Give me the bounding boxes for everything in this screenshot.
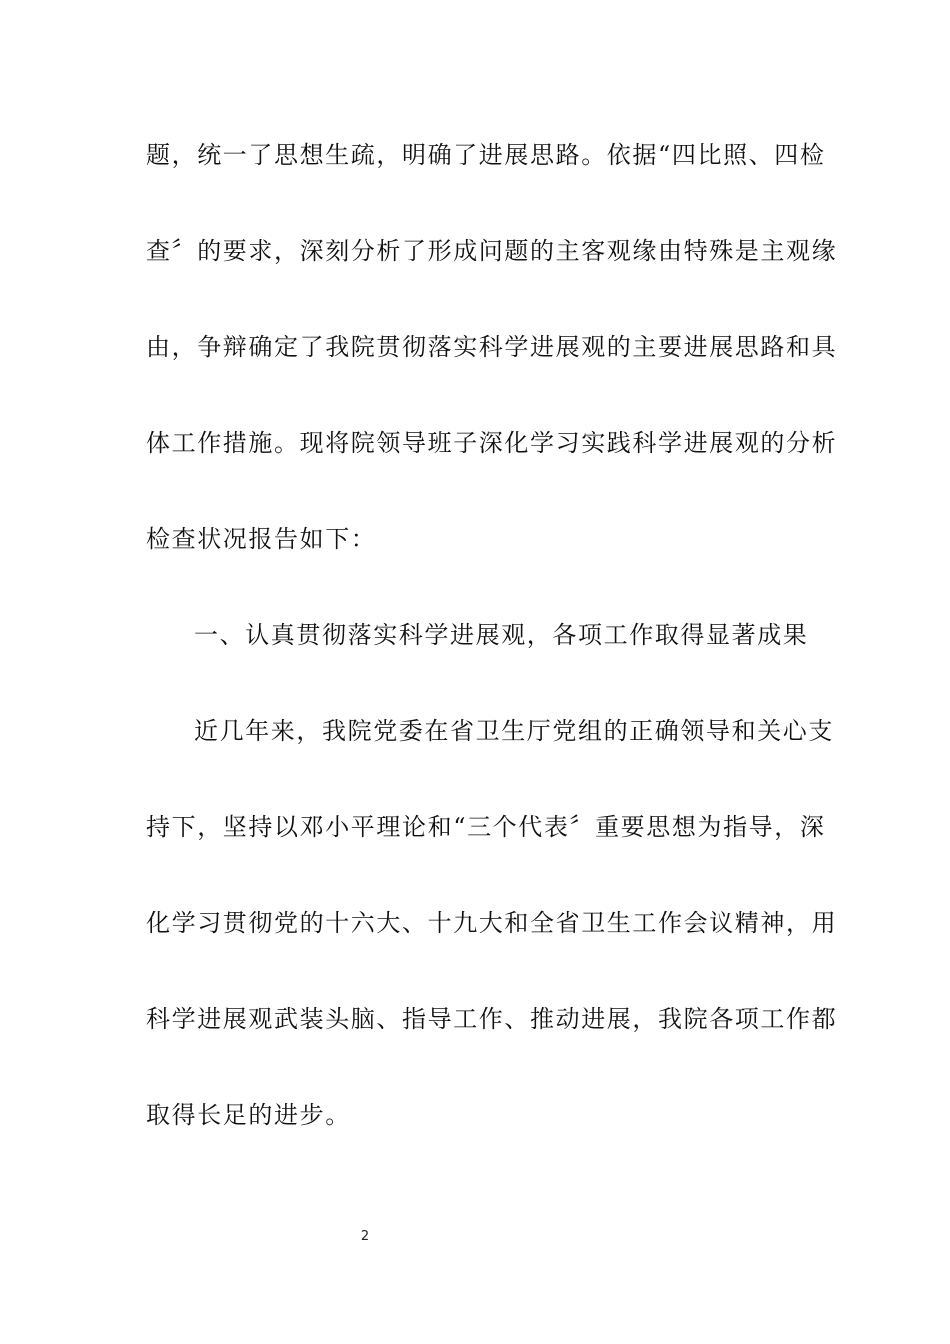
paragraph-line: 近几年来，我院党委在省卫生厅党组的正确领导和关心支	[194, 717, 834, 745]
paragraph-line: 持下，坚持以邓小平理论和“三个代表〞重要思想为指导，深	[146, 813, 826, 841]
section-heading: 一、认真贯彻落实科学进展观，各项工作取得显著成果	[194, 621, 809, 649]
paragraph-line: 化学习贯彻党的十六大、十九大和全省卫生工作会议精神，用	[146, 909, 838, 937]
paragraph-line: 检查状况报告如下：	[146, 525, 377, 553]
paragraph-line: 查〞的要求，深刻分析了形成问题的主客观缘由特殊是主观缘	[146, 237, 838, 265]
paragraph-line: 体工作措施。现将院领导班子深化学习实践科学进展观的分析	[146, 429, 838, 457]
paragraph-line: 由，争辩确定了我院贯彻落实科学进展观的主要进展思路和具	[146, 333, 838, 361]
page-number: 2	[360, 1229, 370, 1244]
paragraph-line: 取得长足的进步。	[146, 1101, 351, 1129]
paragraph-line: 科学进展观武装头脑、指导工作、推动进展，我院各项工作都	[146, 1005, 838, 1033]
paragraph-line: 题，统一了思想生疏，明确了进展思路。依据“四比照、四检	[146, 141, 826, 169]
